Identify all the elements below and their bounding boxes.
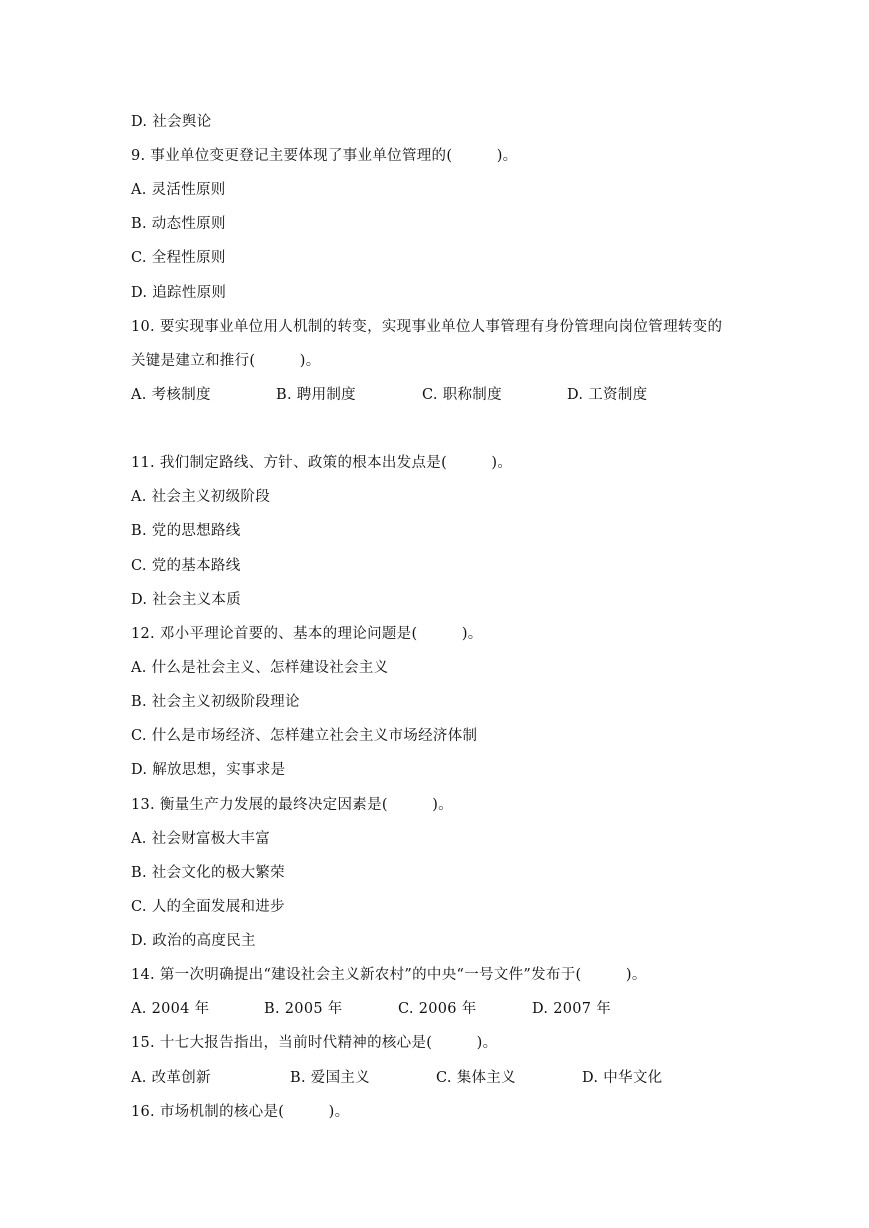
q13-option-d: D. 政治的高度民主	[131, 933, 256, 949]
q11-option-c: C. 党的基本路线	[131, 558, 241, 574]
q14-option-d: D. 2007 年	[532, 1001, 612, 1017]
q12-option-b: B. 社会主义初级阶段理论	[131, 694, 300, 710]
q9-option-b: B. 动态性原则	[131, 216, 226, 232]
q12-option-c: C. 什么是市场经济、怎样建立社会主义市场经济体制	[131, 728, 478, 744]
q15-option-d: D. 中华文化	[582, 1070, 663, 1086]
q13-option-c: C. 人的全面发展和进步	[131, 899, 285, 915]
q10-option-b: B. 聘用制度	[276, 387, 356, 403]
q8-option-d: D. 社会舆论	[131, 114, 212, 130]
q9-option-a: A. 灵活性原则	[131, 182, 226, 198]
q10-option-d: D. 工资制度	[567, 387, 648, 403]
q12-option-a: A. 什么是社会主义、怎样建设社会主义	[131, 660, 389, 676]
q9-question: 9. 事业单位变更登记主要体现了事业单位管理的( )。	[131, 148, 518, 164]
q9-option-d: D. 追踪性原则	[131, 285, 227, 301]
q9-option-c: C. 全程性原则	[131, 250, 226, 266]
q13-option-b: B. 社会文化的极大繁荣	[131, 865, 285, 881]
q10-option-c: C. 职称制度	[422, 387, 502, 403]
q13-question: 13. 衡量生产力发展的最终决定因素是( )。	[131, 797, 453, 813]
q11-question: 11. 我们制定路线、方针、政策的根本出发点是( )。	[131, 455, 513, 471]
q10-question-line1: 10. 要实现事业单位用人机制的转变，实现事业单位人事管理有身份管理向岗位管理转变的	[131, 319, 723, 335]
q14-option-c: C. 2006 年	[398, 1001, 477, 1017]
q12-question: 12. 邓小平理论首要的、基本的理论问题是( )。	[131, 626, 483, 642]
q11-option-d: D. 社会主义本质	[131, 592, 242, 608]
q10-option-a: A. 考核制度	[131, 387, 211, 403]
q16-question: 16. 市场机制的核心是( )。	[131, 1104, 350, 1120]
q15-option-c: C. 集体主义	[436, 1070, 516, 1086]
q13-option-a: A. 社会财富极大丰富	[131, 831, 270, 847]
q11-option-b: B. 党的思想路线	[131, 523, 241, 539]
q15-question: 15. 十七大报告指出，当前时代精神的核心是( )。	[131, 1035, 498, 1051]
q15-option-a: A. 改革创新	[131, 1070, 211, 1086]
q11-option-a: A. 社会主义初级阶段	[131, 489, 270, 505]
q14-option-a: A. 2004 年	[131, 1001, 210, 1017]
q14-question: 14. 第一次明确提出“建设社会主义新农村”的中央“一号文件”发布于( )。	[131, 967, 647, 983]
q15-option-b: B. 爱国主义	[290, 1070, 370, 1086]
q10-question-line2: 关键是建立和推行( )。	[131, 353, 321, 369]
q14-option-b: B. 2005 年	[264, 1001, 343, 1017]
q12-option-d: D. 解放思想，实事求是	[131, 762, 286, 778]
